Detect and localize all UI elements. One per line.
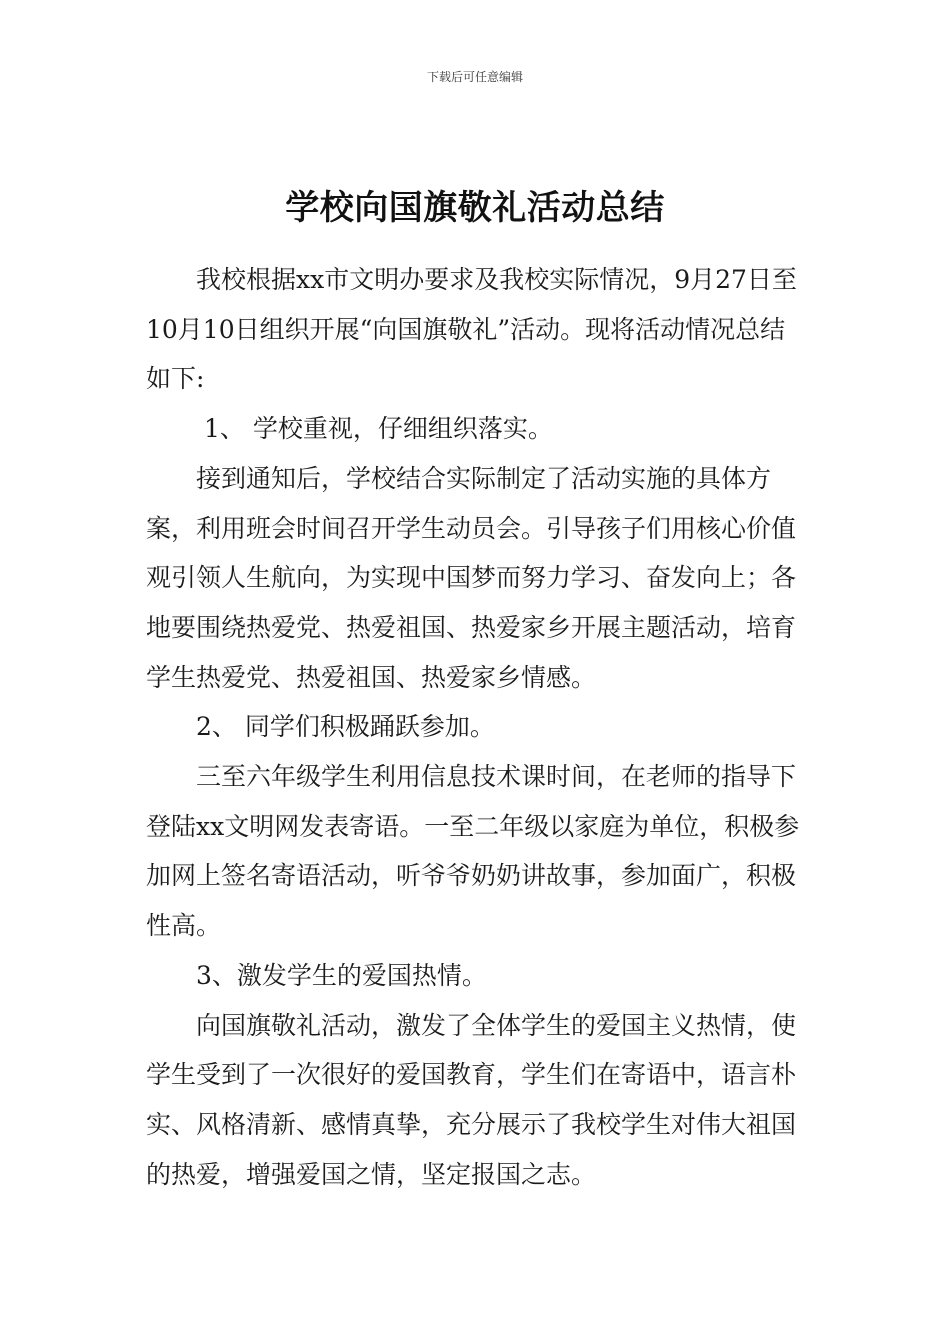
section-heading-3: 3、激发学生的爱国热情。: [196, 960, 487, 990]
document-title: 学校向国旗敬礼活动总结: [285, 188, 665, 228]
paragraph-section-1: 接到通知后，学校结合实际制定了活动实施的具体方案，利用班会时间召开学生动员会。引导孩子们用核心价值观引领人生航向，为实现中国梦而努力学习、奋发向上；各地要围绕热爱党、热爱祖国、热爱家乡开展主题活动，培育学生热爱党、热爱祖国、热爱家乡情感。: [146, 463, 797, 692]
paragraph-section-2: 三至六年级学生利用信息技术课时间，在老师的指导下登陆xx文明网发表寄语。一至二年级以家庭为单位，积极参加网上签名寄语活动，听爷爷奶奶讲故事，参加面广，积极性高。: [146, 762, 800, 941]
section-heading-2: 2、 同学们积极踊跃参加。: [196, 712, 495, 742]
paragraph-section-3: 向国旗敬礼活动，激发了全体学生的爱国主义热情，使学生受到了一次很好的爱国教育，学生们在寄语中，语言朴实、风格清新、感情真挚，充分展示了我校学生对伟大祖国的热爱，增强爱国之情，坚定报国之志。: [146, 1010, 797, 1189]
paragraph-intro: 我校根据xx市文明办要求及我校实际情况，9月27日至10月10日组织开展“向国旗敬礼”活动。现将活动情况总结如下:: [146, 265, 797, 394]
page-header-note: 下载后可任意编辑: [426, 70, 523, 84]
section-heading-1: 1、 学校重视，仔细组织落实。: [204, 414, 553, 444]
document-body: [146, 255, 808, 1199]
